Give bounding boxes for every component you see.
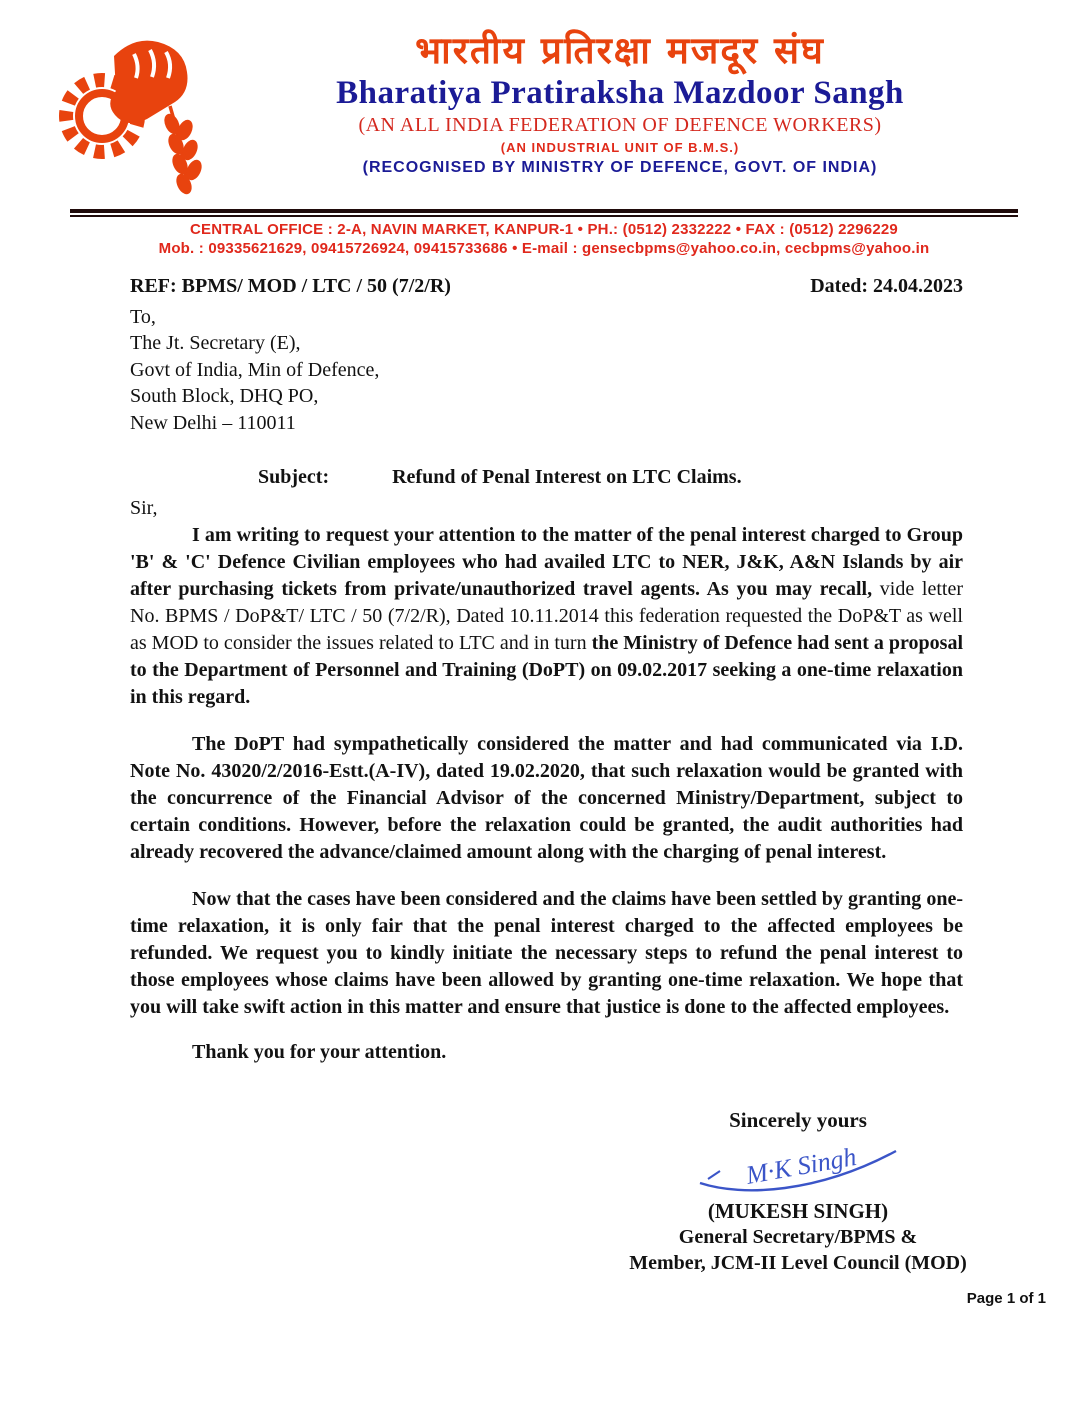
- org-name-hindi: भारतीय प्रतिरक्षा मजदूर संघ: [415, 29, 825, 72]
- signatory-name: (MUKESH SINGH): [707, 1198, 889, 1223]
- letter-body: [130, 275, 967, 1276]
- subject-label: Subject:: [258, 465, 330, 488]
- letter-paragraph: I am writing to request your attention to the matter of the penal interest charged to Group 'B' & 'C' Defence Civilian employees who had availed LTC to NER, J&K, A&N Islands by air after purchasing tickets from private/unauthorized travel agents. As you may recall, vide letter No. BPMS / DoP&T/ LTC / 50 (7/2/R), Dated 10.11.2014 this federation requested the DoP&T as well as MOD to consider the issues related to LTC and in turn the Ministry of Defence had sent a proposal to the Department of Personnel and Training (DoPT) on 09.02.2017 seeking a one-time relaxation in this regard.: [130, 523, 964, 708]
- letter-paragraph: Now that the cases have been considered and the claims have been settled by granting one-time relaxation, it is only fair that the penal interest charged to the affected employees be refunded. We request you to kindly initiate the necessary steps to refund the penal interest to those employees whose claims have been allowed by granting one-time relaxation. We hope that you will take swift action in this matter and ensure that justice is done to the affected employees.: [130, 887, 963, 1018]
- subject-text: Refund of Penal Interest on LTC Claims.: [392, 465, 742, 488]
- address-line: Govt of India, Min of Defence,: [130, 358, 380, 381]
- address-line: South Block, DHQ PO,: [130, 385, 319, 408]
- address-line: New Delhi – 110011: [130, 411, 296, 434]
- letterhead-text: [235, 30, 1005, 177]
- org-subtitle-bms: (AN INDUSTRIAL UNIT OF B.M.S.): [500, 139, 740, 155]
- thank-you-line: Thank you for your attention.: [192, 1040, 447, 1063]
- letter-date: Dated: 24.04.2023: [810, 275, 963, 297]
- salutation: Sir,: [130, 496, 158, 519]
- address-line: The Jt. Secretary (E),: [130, 332, 301, 355]
- contact-mobile-email-line: Mob. : 09335621629, 09415726924, 09415733686 • E-mail : gensecbpms@yahoo.co.in, cecbpms@yahoo.in: [158, 240, 930, 257]
- letter-paragraph: The DoPT had sympathetically considered the matter and had communicated via I.D. Note No. 43020/2/2016-Estt.(A-IV), dated 19.02.2020, that such relaxation would be granted with the concurrence of the Financial Advisor of the concerned Ministry/Department, subject to certain conditions. However, before the relaxation could be granted, the audit authorities had already recovered the advance/claimed amount along with the charging of penal interest.: [130, 732, 963, 863]
- header-divider: [70, 209, 1018, 217]
- address-block: [130, 304, 963, 436]
- signatory-title-1: General Secretary/BPMS &: [678, 1225, 918, 1248]
- reference-number: REF: BPMS/ MOD / LTC / 50 (7/2/R): [130, 275, 451, 297]
- org-subtitle-recognised: (RECOGNISED BY MINISTRY OF DEFENCE, GOVT. OF INDIA): [362, 158, 878, 176]
- letterhead: [0, 0, 1088, 205]
- fist-and-gear-logo-icon: [52, 28, 217, 206]
- closing-phrase: Sincerely yours: [729, 1107, 867, 1132]
- signature-text: M·K Singh: [743, 1141, 859, 1190]
- letter-paragraphs: [130, 522, 963, 1021]
- contact-block: [0, 221, 1088, 257]
- signatory-title-2: Member, JCM-II Level Council (MOD): [629, 1251, 967, 1274]
- subject-row: [258, 466, 963, 489]
- address-line: To,: [130, 306, 156, 328]
- closing-block: [588, 1108, 1008, 1276]
- handwritten-signature: [588, 1137, 1008, 1199]
- org-name-english: Bharatiya Pratiraksha Mazdoor Sangh: [336, 74, 904, 111]
- reference-row: [130, 275, 963, 298]
- contact-office-line: CENTRAL OFFICE : 2-A, NAVIN MARKET, KANPUR-1 • PH.: (0512) 2332222 • FAX : (0512) 2296229: [190, 221, 898, 238]
- page-number: Page 1 of 1: [966, 1290, 1046, 1307]
- org-subtitle-federation: (AN ALL INDIA FEDERATION OF DEFENCE WORKERS): [358, 113, 882, 136]
